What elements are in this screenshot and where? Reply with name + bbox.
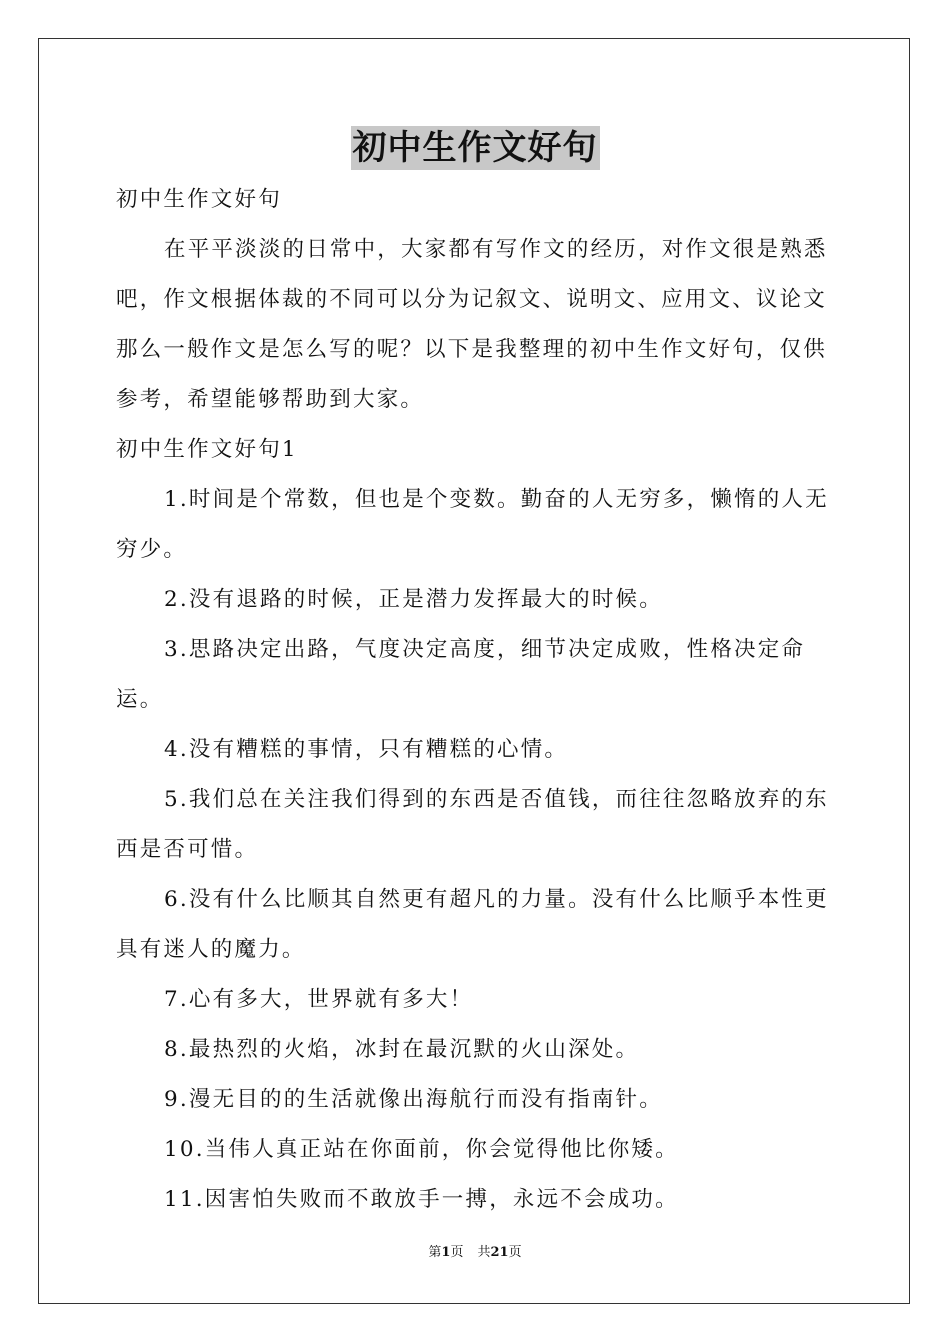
page-footer	[0, 1244, 950, 1262]
body-paragraph: 10.当伟人真正站在你面前，你会觉得他比你矮。	[164, 1137, 679, 1162]
total-prefix: 共	[477, 1245, 491, 1260]
body-paragraph: 11.因害怕失败而不敢放手一搏，永远不会成功。	[164, 1187, 679, 1212]
page-number: 1	[441, 1245, 451, 1260]
subtitle-heading: 初中生作文好句	[116, 187, 282, 212]
body-paragraph: 1.时间是个常数，但也是个变数。勤奋的人无穷多，懒惰的人无穷少。	[116, 487, 829, 562]
body-paragraph: 2.没有退路的时候，正是潜力发挥最大的时候。	[164, 587, 663, 612]
body-paragraph: 6.没有什么比顺其自然更有超凡的力量。没有什么比顺乎本性更具有迷人的魔力。	[116, 887, 829, 962]
section-heading: 初中生作文好句1	[116, 437, 298, 462]
body-paragraph: 3.思路决定出路，气度决定高度，细节决定成败，性格决定命运。	[116, 637, 806, 712]
title-container	[0, 126, 950, 170]
body-paragraph: 4.没有糟糕的事情，只有糟糕的心情。	[164, 737, 569, 762]
total-suffix: 页	[508, 1245, 522, 1260]
total-pages: 21	[490, 1245, 509, 1260]
body-paragraph: 5.我们总在关注我们得到的东西是否值钱，而往往忽略放弃的东西是否可惜。	[116, 787, 829, 862]
page-prefix: 第	[428, 1245, 442, 1260]
body-paragraph: 9.漫无目的的生活就像出海航行而没有指南针。	[164, 1087, 663, 1112]
document-body	[116, 175, 846, 1225]
body-paragraph: 在平平淡淡的日常中，大家都有写作文的经历，对作文很是熟悉吧，作文根据体裁的不同可以分为记叙文、说明文、应用文、议论文那么一般作文是怎么写的呢？以下是我整理的初中生作文好句，仅供参考，希望能够帮助到大家。	[116, 237, 828, 412]
page-suffix: 页	[450, 1245, 464, 1260]
document-title: 初中生作文好句	[352, 128, 598, 168]
body-paragraph: 8.最热烈的火焰，冰封在最沉默的火山深处。	[164, 1037, 640, 1062]
body-paragraph: 7.心有多大，世界就有多大！	[164, 987, 474, 1012]
